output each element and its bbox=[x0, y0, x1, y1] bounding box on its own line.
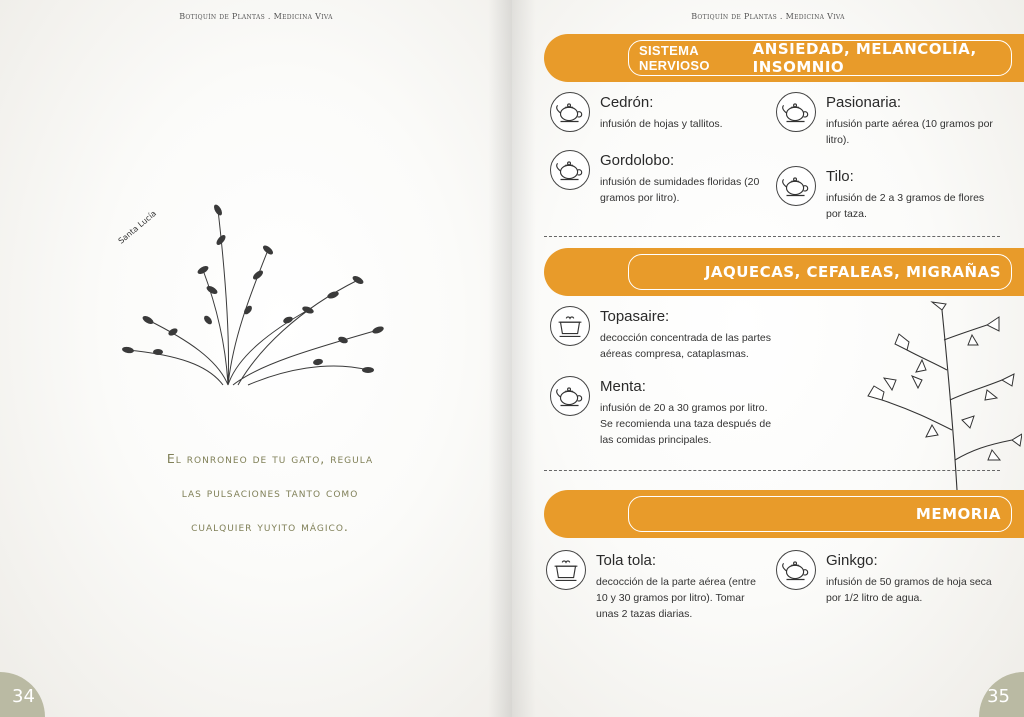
remedy-name: Ginkgo: bbox=[826, 552, 878, 569]
remedy-entry bbox=[550, 306, 770, 376]
quote bbox=[100, 442, 440, 544]
gutter-shadow bbox=[512, 0, 536, 717]
dotted-divider bbox=[544, 470, 1000, 471]
section-bar-jaquecas bbox=[544, 248, 1024, 296]
remedy-description: decocción de la parte aérea (entre 10 y 30 gramos por litro). Tomar unas 2 tazas diarias. bbox=[596, 576, 756, 620]
section-title: JAQUECAS, CEFALEAS, MIGRAÑAS bbox=[704, 263, 1001, 281]
section-bar-memoria bbox=[544, 490, 1024, 538]
section-title: ANSIEDAD, MELANCOLÍA, INSOMNIO bbox=[752, 40, 977, 76]
section-label: SISTEMA NERVIOSO bbox=[639, 43, 710, 73]
teapot-icon bbox=[550, 92, 590, 132]
remedy-entry bbox=[550, 376, 770, 466]
remedy-name: Pasionaria: bbox=[826, 94, 902, 111]
remedy-entry bbox=[776, 92, 996, 162]
remedy-description: infusión de 2 a 3 gramos de flores por taza. bbox=[826, 192, 985, 220]
section-frame bbox=[628, 496, 1012, 532]
remedy-description: infusión de sumidades floridas (20 gramos por litro). bbox=[600, 176, 760, 204]
remedy-description: decocción concentrada de las partes aéreas compresa, cataplasmas. bbox=[600, 332, 772, 360]
nettle-plant-illustration bbox=[862, 300, 1022, 490]
quote-line: las pulsaciones tanto como bbox=[181, 485, 359, 500]
section-frame bbox=[628, 254, 1012, 290]
page-number: 34 bbox=[12, 686, 35, 707]
remedy-name: Gordolobo: bbox=[600, 152, 675, 169]
running-head-right: Botiquín de Plantas . Medicina Viva bbox=[691, 12, 845, 21]
gutter-shadow bbox=[488, 0, 512, 717]
running-head-left: Botiquín de Plantas . Medicina Viva bbox=[179, 12, 333, 21]
remedy-description: infusión de 50 gramos de hoja seca por 1/2 litro de agua. bbox=[826, 576, 992, 604]
remedy-name: Menta: bbox=[600, 378, 646, 395]
teapot-icon bbox=[776, 166, 816, 206]
right-page bbox=[512, 0, 1024, 717]
remedy-entry bbox=[776, 550, 996, 620]
remedy-entry bbox=[550, 92, 770, 142]
teapot-icon bbox=[550, 150, 590, 190]
remedy-name: Cedrón: bbox=[600, 94, 654, 111]
dotted-divider bbox=[544, 236, 1000, 237]
pot-icon bbox=[546, 550, 586, 590]
teapot-icon bbox=[550, 376, 590, 416]
pot-icon bbox=[550, 306, 590, 346]
section-frame bbox=[628, 40, 1012, 76]
section-title: MEMORIA bbox=[915, 505, 1001, 523]
section-bar-sistema-nervioso bbox=[544, 34, 1024, 82]
remedy-description: infusión parte aérea (10 gramos por litro). bbox=[826, 118, 993, 146]
remedy-entry bbox=[550, 150, 770, 220]
santa-lucia-plant-illustration bbox=[108, 190, 398, 390]
page-number: 35 bbox=[987, 686, 1010, 707]
remedy-name: Topasaire: bbox=[600, 308, 670, 325]
remedy-name: Tilo: bbox=[826, 168, 854, 185]
plant-label: Santa Lucía bbox=[116, 208, 159, 246]
quote-line: cualquier yuyito mágico. bbox=[191, 519, 349, 534]
teapot-icon bbox=[776, 92, 816, 132]
remedy-name: Tola tola: bbox=[596, 552, 657, 569]
remedy-description: infusión de hojas y tallitos. bbox=[600, 118, 723, 130]
teapot-icon bbox=[776, 550, 816, 590]
quote-line: El ronroneo de tu gato, regula bbox=[166, 451, 374, 466]
remedy-entry bbox=[776, 166, 996, 236]
remedy-entry bbox=[546, 550, 766, 640]
remedy-description: infusión de 20 a 30 gramos por litro. Se recomienda una taza después de las comidas principales. bbox=[600, 402, 772, 446]
